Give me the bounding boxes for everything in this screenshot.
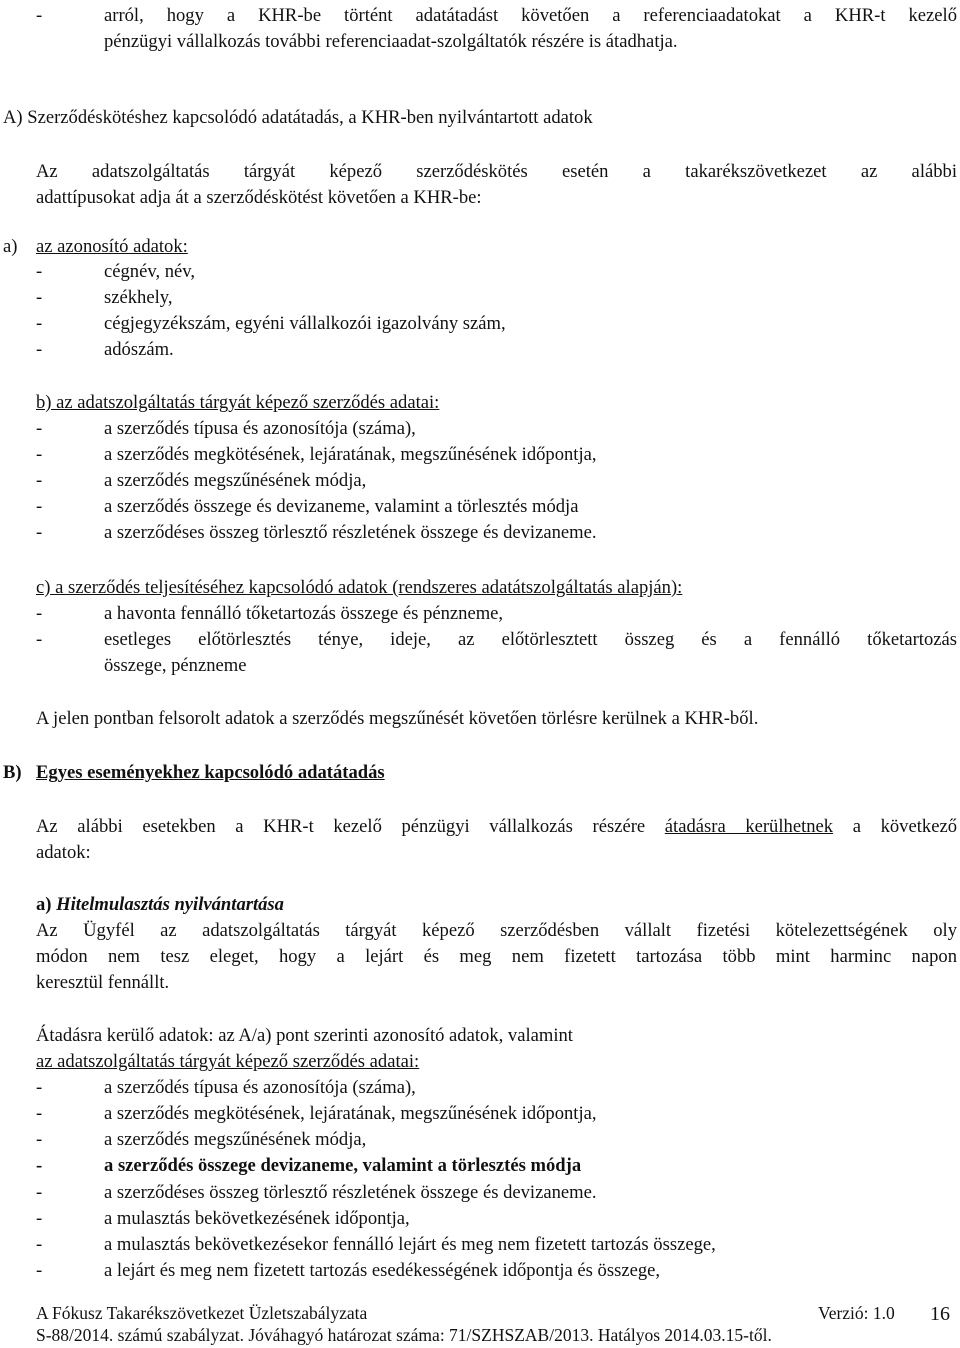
section-b-heading: Egyes eseményekhez kapcsolódó adatátadás — [36, 762, 385, 783]
section-a-closing: A jelen pontban felsorolt adatok a szerződés megszűnését követően törlésre kerülnek a KHR-ből. — [36, 708, 759, 729]
list-item: - cégnév, név, — [36, 261, 196, 282]
list-item: - székhely, — [36, 287, 173, 308]
a-title: az azonosító adatok: — [36, 236, 188, 257]
list-item: - a szerződéses összeg törlesztő részletének összege és devizaneme. — [36, 1182, 597, 1203]
page-number: 16 — [930, 1303, 950, 1325]
list-item: - esetleges előtörlesztés ténye, ideje, az előtörlesztett összeg és a fennálló tőketartozás — [36, 629, 957, 650]
list-item: - a szerződés típusa és azonosítója (száma), — [36, 418, 416, 439]
transfer-line-1: Átadásra kerülő adatok: az A/a) pont szerinti azonosító adatok, valamint — [36, 1025, 573, 1046]
list-item: - a szerződés megkötésének, lejáratának, megszűnésének időpontja, — [36, 1103, 597, 1124]
list-dash: - — [36, 5, 43, 26]
b-title: b) az adatszolgáltatás tárgyát képező szerződés adatai: — [36, 392, 440, 413]
list-item-continuation: összege, pénzneme — [104, 655, 247, 676]
footer-title: A Fókusz Takarékszövetkezet Üzletszabályzata — [36, 1303, 368, 1323]
section-b-para-line-1: Az alábbi esetekben a KHR-t kezelő pénzügyi vállalkozás részére átadásra kerülhetnek a következő — [36, 816, 957, 837]
list-item: - a szerződés összege és devizaneme, valamint a törlesztés módja — [36, 496, 579, 517]
section-b-label: B) — [3, 762, 22, 783]
list-item: - a szerződés megkötésének, lejáratának, megszűnésének időpontja, — [36, 444, 597, 465]
section-a-para-line-2: adattípusokat adja át a szerződéskötést követően a KHR-be: — [36, 187, 482, 208]
list-item: - adószám. — [36, 339, 174, 360]
section-a-para-line-1: Az adatszolgáltatás tárgyát képező szerződéskötés esetén a takarékszövetkezet az alábbi — [36, 161, 957, 182]
footer-regulation: S-88/2014. számú szabályzat. Jóváhagyó határozat száma: 71/SZHSZAB/2013. Hatályos 2014.03.15-től. — [36, 1325, 772, 1345]
list-item: - a szerződés megszűnésének módja, — [36, 470, 367, 491]
list-item: - a szerződés típusa és azonosítója (száma), — [36, 1077, 416, 1098]
list-item: - a szerződéses összeg törlesztő részletének összege és devizaneme. — [36, 522, 597, 543]
footer-version: Verzió: 1.0 — [818, 1303, 895, 1323]
intro-line-2: pénzügyi vállalkozás további referenciaadat-szolgáltatók részére is átadhatja. — [104, 31, 678, 52]
section-a-heading: A) Szerződéskötéshez kapcsolódó adatátadás, a KHR-ben nyilvántartott adatok — [3, 107, 593, 128]
list-item: - a havonta fennálló tőketartozás összege és pénzneme, — [36, 603, 504, 624]
transfer-line-2: az adatszolgáltatás tárgyát képező szerződés adatai: — [36, 1051, 420, 1072]
b-sub-line-3: keresztül fennállt. — [36, 972, 170, 993]
b-sub-line-2: módon nem tesz eleget, hogy a lejárt és meg nem fizetett tartozása több mint harminc napon — [36, 946, 957, 967]
b-sub-heading: a) Hitelmulasztás nyilvántartása — [36, 894, 284, 915]
b-sub-line-1: Az Ügyfél az adatszolgáltatás tárgyát képező szerződésben vállalt fizetési kötelezettségének oly — [36, 920, 957, 941]
c-title: c) a szerződés teljesítéséhez kapcsolódó adatok (rendszeres adatátszolgáltatás alapján): — [36, 577, 683, 598]
intro-line-1: arról, hogy a KHR-be történt adatátadást követően a referenciaadatokat a KHR-t kezelő — [104, 5, 957, 26]
a-label: a) — [3, 236, 18, 257]
section-b-para-line-2: adatok: — [36, 842, 91, 863]
list-item: - cégjegyzékszám, egyéni vállalkozói igazolvány szám, — [36, 313, 506, 334]
list-item: - a lejárt és meg nem fizetett tartozás esedékességének időpontja és összege, — [36, 1260, 661, 1281]
list-item: - a szerződés megszűnésének módja, — [36, 1129, 367, 1150]
list-item: - a mulasztás bekövetkezésének időpontja, — [36, 1208, 410, 1229]
list-item: - a szerződés összege devizaneme, valamint a törlesztés módja — [36, 1155, 582, 1176]
intro-item — [36, 3, 957, 29]
list-item: - a mulasztás bekövetkezésekor fennálló lejárt és meg nem fizetett tartozás összege, — [36, 1234, 716, 1255]
